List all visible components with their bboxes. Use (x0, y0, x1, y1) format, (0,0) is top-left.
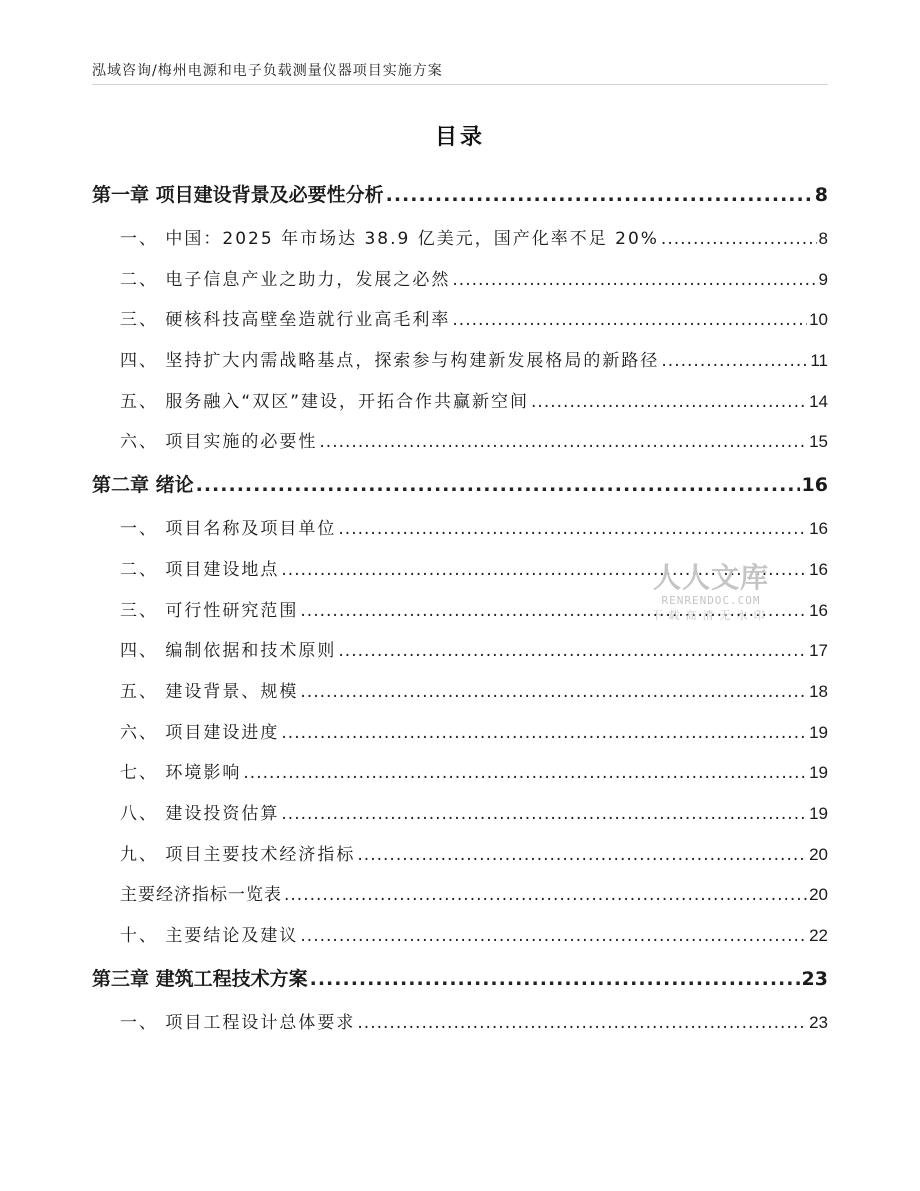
toc-leader-dots (281, 804, 807, 824)
toc-page-number: 16 (809, 519, 828, 539)
toc-entry-text: 一、 项目名称及项目单位 (120, 519, 337, 540)
toc-page-number: 19 (809, 763, 828, 783)
toc-item[interactable] (92, 752, 828, 793)
toc-item[interactable] (92, 793, 828, 834)
toc-entry-text: 主要经济指标一览表 (120, 885, 282, 906)
toc-leader-dots (531, 392, 807, 412)
toc-title: 目录 (434, 125, 485, 150)
watermark-logo-text: 人人文库 (652, 561, 769, 594)
toc-entry-text: 五、 服务融入“双区”建设，开拓合作共赢新空间 (120, 391, 530, 412)
toc-item[interactable] (92, 630, 828, 671)
table-of-contents (92, 172, 828, 1042)
toc-item[interactable] (92, 915, 828, 956)
running-header: 泓域咨询/梅州电源和电子负载测量仪器项目实施方案 (92, 63, 443, 79)
toc-page-number: 16 (809, 559, 828, 579)
toc-page-number: 9 (818, 269, 828, 289)
toc-page-number: 23 (809, 1012, 828, 1032)
toc-leader-dots (310, 968, 800, 990)
toc-entry-text: 第二章 绪论 (92, 474, 194, 497)
toc-page-number: 20 (809, 844, 828, 864)
toc-entry-text: 六、 项目实施的必要性 (120, 432, 318, 453)
toc-page-number: 19 (809, 803, 828, 823)
toc-leader-dots (281, 560, 807, 580)
toc-item[interactable] (92, 381, 828, 422)
toc-leader-dots (300, 926, 807, 946)
toc-page-number: 17 (809, 641, 828, 661)
toc-item[interactable] (92, 549, 828, 590)
toc-leader-dots (281, 723, 807, 743)
toc-page-number: 19 (809, 722, 828, 742)
toc-item[interactable] (92, 340, 828, 381)
toc-page-number: 16 (801, 474, 828, 497)
toc-page-number: 23 (801, 967, 828, 990)
toc-entry-text: 三、 可行性研究范围 (120, 600, 299, 621)
toc-item[interactable] (92, 259, 828, 300)
toc-item[interactable] (92, 671, 828, 712)
toc-item[interactable] (92, 1002, 828, 1043)
toc-item[interactable] (92, 508, 828, 549)
toc-entry-text: 二、 项目建设地点 (120, 559, 280, 580)
toc-leader-dots (284, 885, 807, 905)
toc-leader-dots (452, 270, 816, 290)
toc-leader-dots (386, 184, 813, 206)
toc-leader-dots (661, 229, 817, 249)
toc-entry-text: 第一章 项目建设背景及必要性分析 (92, 184, 384, 206)
toc-item[interactable] (92, 834, 828, 875)
toc-leader-dots (196, 474, 800, 496)
toc-leader-dots (300, 601, 807, 621)
toc-page-number: 20 (809, 885, 828, 905)
toc-leader-dots (300, 682, 807, 702)
toc-page-number: 11 (810, 351, 828, 371)
toc-leader-dots (452, 310, 807, 330)
toc-leader-dots (357, 845, 807, 865)
toc-page-number: 16 (809, 600, 828, 620)
toc-leader-dots (243, 763, 807, 783)
header-divider (92, 84, 828, 85)
toc-leader-dots (338, 641, 807, 661)
toc-entry-text: 一、 中国：2025 年市场达 38.9 亿美元，国产化率不足 20% (120, 229, 659, 249)
toc-leader-dots (357, 1013, 807, 1033)
toc-entry-text: 第三章 建筑工程技术方案 (92, 967, 308, 990)
watermark-subtitle: 下载高清无水印 (651, 609, 771, 622)
toc-page-number: 22 (809, 926, 828, 945)
toc-entry-text: 一、 项目工程设计总体要求 (120, 1012, 356, 1033)
toc-page-number: 8 (818, 229, 828, 248)
toc-chapter-2[interactable] (92, 462, 828, 508)
toc-entry-text: 二、 电子信息产业之助力，发展之必然 (120, 269, 451, 290)
toc-item[interactable] (92, 299, 828, 340)
toc-entry-text: 七、 环境影响 (120, 763, 242, 784)
toc-entry-text: 九、 项目主要技术经济指标 (120, 844, 356, 865)
toc-entry-text: 八、 建设投资估算 (120, 803, 280, 824)
watermark-url: RENRENDOC.COM (661, 594, 761, 607)
toc-page-number: 8 (814, 184, 828, 206)
toc-page-number: 18 (809, 681, 828, 701)
toc-page-number: 10 (809, 310, 828, 330)
toc-entry-text: 六、 项目建设进度 (120, 722, 280, 743)
toc-item[interactable] (92, 218, 828, 259)
toc-chapter-3[interactable] (92, 956, 828, 1002)
toc-entry-text: 十、 主要结论及建议 (120, 926, 299, 946)
toc-page-number: 15 (809, 432, 828, 452)
toc-entry-text: 四、 编制依据和技术原则 (120, 641, 337, 662)
toc-item[interactable] (92, 712, 828, 753)
toc-leader-dots (338, 519, 807, 539)
toc-item[interactable] (92, 421, 828, 462)
toc-page-number: 14 (809, 391, 828, 411)
toc-leader-dots (661, 351, 808, 371)
toc-entry-text: 四、 坚持扩大内需战略基点，探索参与构建新发展格局的新路径 (120, 351, 660, 372)
toc-chapter-1[interactable] (92, 172, 828, 218)
toc-entry-text: 三、 硬核科技高壁垒造就行业高毛利率 (120, 310, 451, 331)
toc-item[interactable] (92, 874, 828, 915)
toc-entry-text: 五、 建设背景、规模 (120, 681, 299, 702)
toc-item[interactable] (92, 590, 828, 631)
toc-leader-dots (319, 432, 807, 452)
